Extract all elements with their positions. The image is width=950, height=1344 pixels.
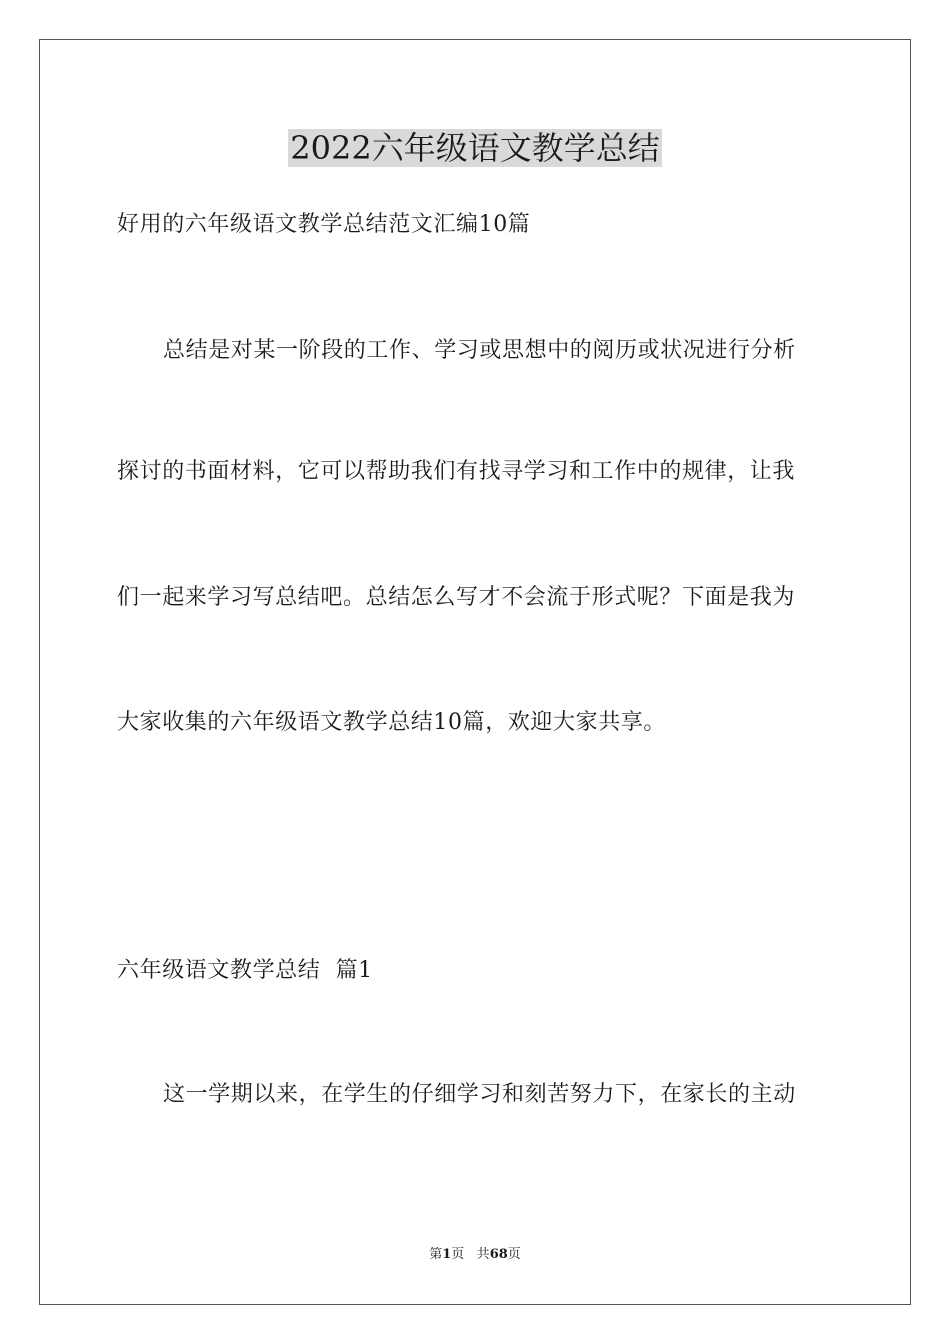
intro-line-2: 探讨的书面材料，它可以帮助我们有找寻学习和工作中的规律，让我 [117,459,796,484]
footer-page-unit: 页 [451,1247,465,1262]
intro-line-1: 总结是对某一阶段的工作、学习或思想中的阅历或状况进行分析 [163,338,796,363]
document-title-text: 2022六年级语文教学总结 [290,129,660,167]
intro-line-4: 大家收集的六年级语文教学总结10篇，欢迎大家共享。 [117,710,666,735]
document-title [0,124,950,172]
footer-total-pages: 68 [489,1247,508,1262]
footer-total-prefix: 共 [476,1247,490,1262]
page-footer [0,1246,950,1264]
footer-total-unit: 页 [507,1247,521,1262]
footer-prefix: 第 [429,1247,443,1262]
section-heading: 六年级语文教学总结 篇1 [117,958,373,983]
section-line-1: 这一学期以来，在学生的仔细学习和刻苦努力下，在家长的主动 [163,1082,796,1107]
footer-page-number: 1 [442,1247,452,1262]
intro-line-3: 们一起来学习写总结吧。总结怎么写才不会流于形式呢？下面是我为 [117,585,796,610]
document-subtitle: 好用的六年级语文教学总结范文汇编10篇 [117,212,531,237]
